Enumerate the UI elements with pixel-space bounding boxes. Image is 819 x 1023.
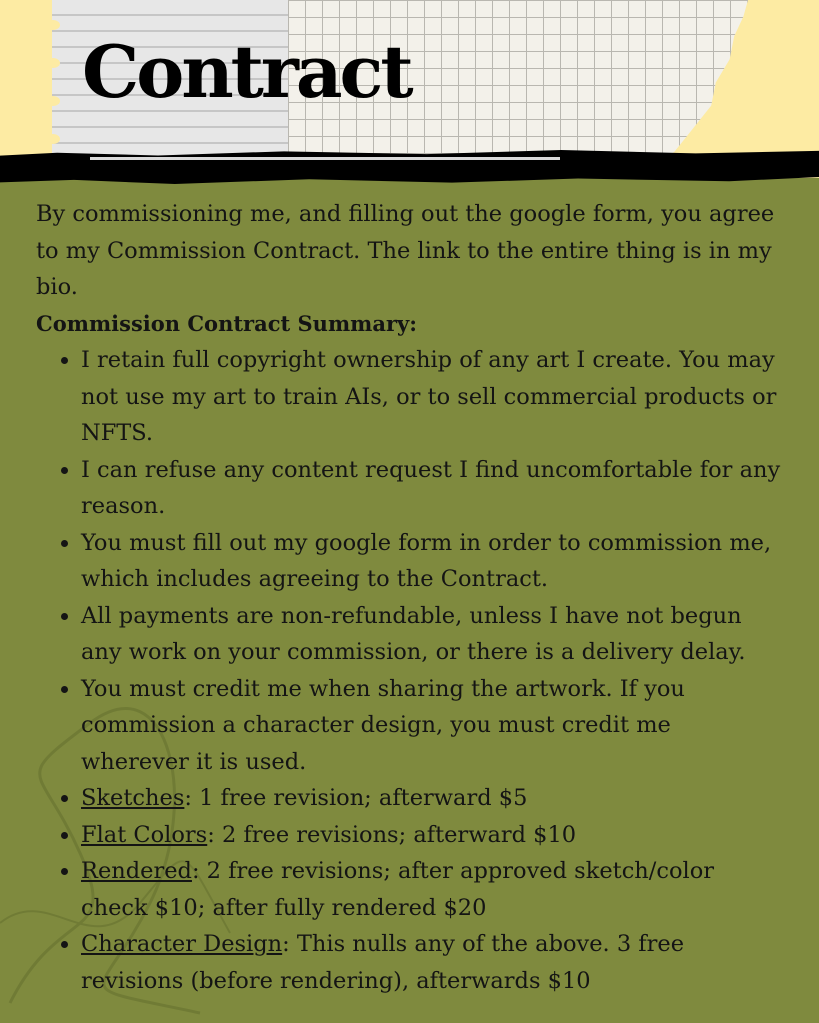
header-banner — [0, 0, 819, 178]
revision-term: Flat Colors — [81, 821, 208, 848]
page-title: Contract — [82, 29, 411, 114]
summary-heading: Commission Contract Summary: — [36, 310, 418, 336]
list-item: • You must fill out my google form in order to commission me, which includes agreeing to the Contract. — [81, 525, 781, 598]
revision-detail: : This nulls any of the above. 3 free revisions (before rendering), afterwards $10 — [81, 931, 685, 994]
revision-term: Rendered — [81, 858, 192, 884]
list-item — [81, 780, 781, 817]
list-item — [81, 853, 781, 926]
intro-paragraph: By commissioning me, and filling out the google form, you agree to my Commission Contract. The link to the entire thing is in my bio. — [36, 201, 775, 300]
list-item — [81, 817, 781, 854]
revision-detail: : 1 free revision; afterward $5 — [184, 785, 528, 811]
list-item: • You must credit me when sharing the artwork. If you commission a character design, you must credit me wherever it is used. — [81, 671, 781, 781]
contract-terms-list — [36, 342, 781, 999]
brush-stroke-divider — [0, 150, 819, 184]
list-item: • All payments are non-refundable, unless I have not begun any work on your commission, or there is a delivery delay. — [81, 598, 781, 671]
revision-detail: : 2 free revisions; afterward $10 — [207, 821, 577, 848]
brush-stroke-highlight — [90, 157, 560, 160]
revision-detail: : 2 free revisions; after approved sketch/color check $10; after fully rendered $20 — [81, 858, 715, 921]
revision-term: Sketches — [81, 785, 185, 811]
list-item: • I retain full copyright ownership of any art I create. You may not use my art to train AIs, or to sell commercial products or NFTS. — [81, 342, 781, 452]
revision-term: Character Design — [81, 931, 283, 957]
list-item — [81, 926, 781, 999]
list-item: • I can refuse any content request I find uncomfortable for any reason. — [81, 452, 781, 525]
contract-body — [36, 196, 781, 999]
